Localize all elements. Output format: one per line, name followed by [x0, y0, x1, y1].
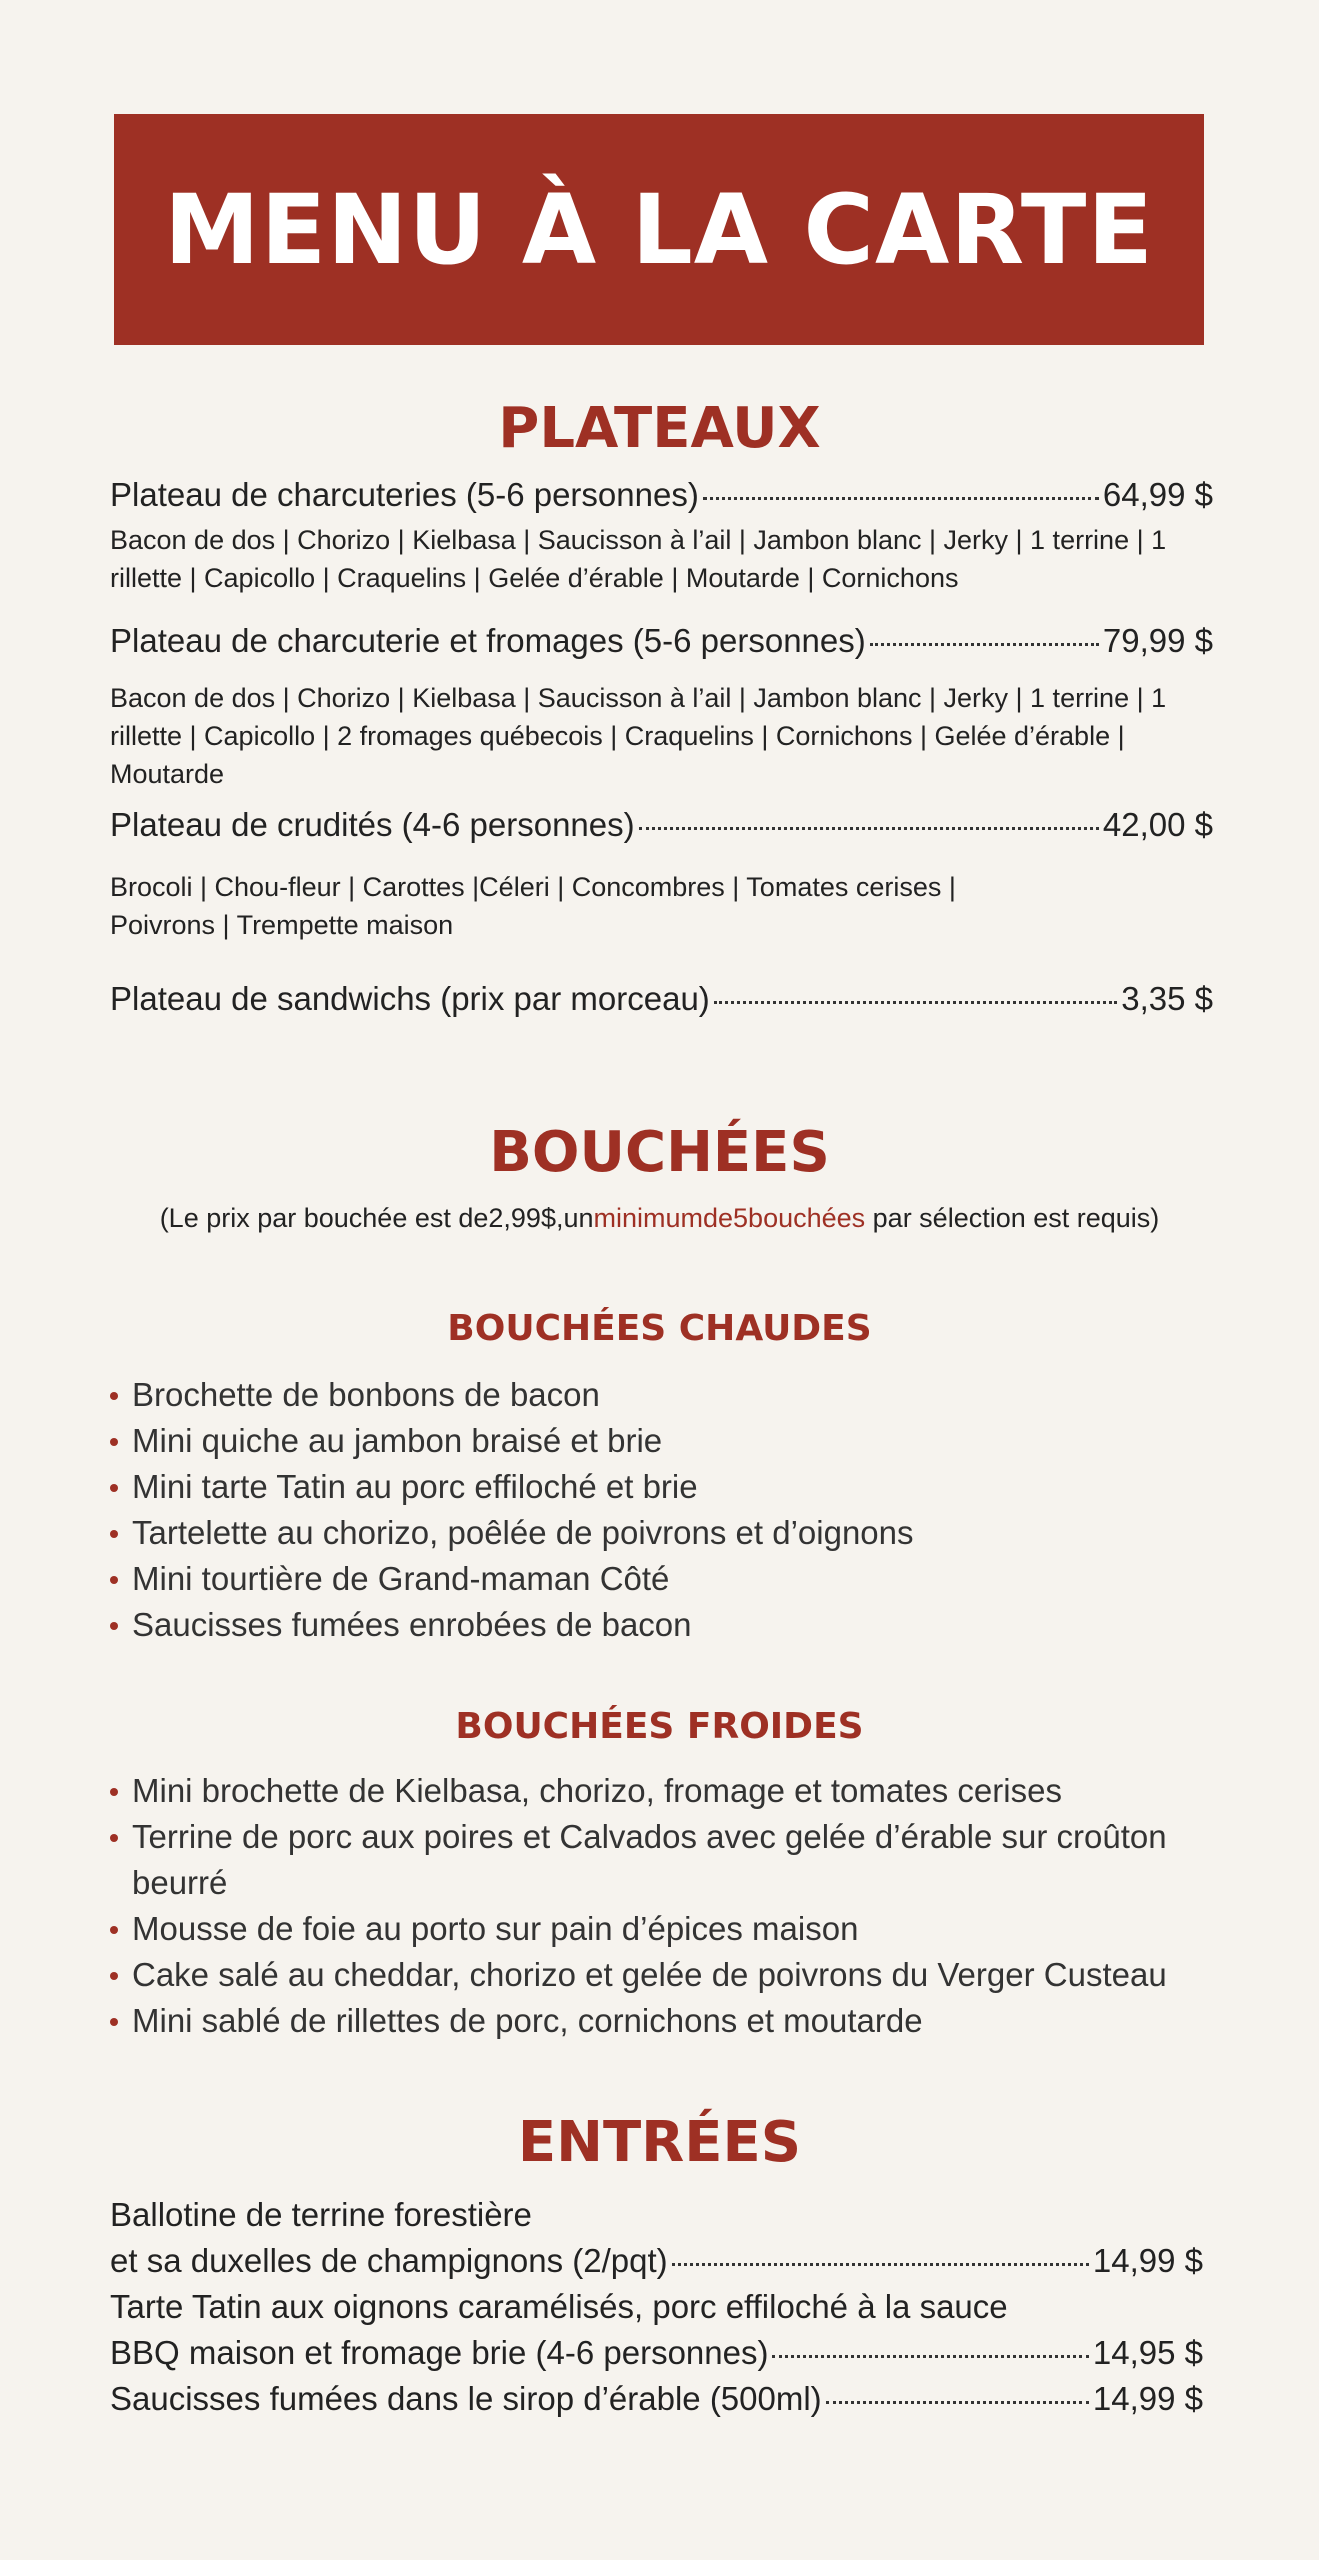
entree-line: Ballotine de terrine forestière: [110, 2196, 532, 2233]
subsection-title-froides: BOUCHÉES FROIDES: [455, 1706, 864, 1747]
bullet-icon: [110, 1622, 118, 1630]
item-price: 14,99 $: [1092, 2242, 1203, 2279]
item-price: 64,99 $: [1102, 476, 1213, 513]
dot-leader: [639, 826, 1099, 830]
dot-leader: [714, 1000, 1117, 1004]
list-item: Tartelette au chorizo, poêlée de poivrons et d’oignons: [108, 1510, 914, 1556]
dot-leader: [826, 2400, 1089, 2404]
item-price: 79,99 $: [1102, 622, 1213, 659]
item-price: 14,99 $: [1092, 2380, 1203, 2417]
list-item: Terrine de porc aux poires et Calvados avec gelée d’érable sur croûton beurré: [108, 1814, 1202, 1906]
section-title-plateaux: PLATEAUX: [498, 396, 821, 461]
bullet-icon: [110, 1926, 118, 1934]
menu-item-row: [110, 2334, 1203, 2372]
list-item: Mini tarte Tatin au porc effiloché et brie: [108, 1464, 914, 1510]
dot-leader: [870, 642, 1099, 646]
menu-title: MENU À LA CARTE: [164, 173, 1154, 286]
item-description: Bacon de dos | Chorizo | Kielbasa | Saucisson à l’ail | Jambon blanc | Jerky | 1 terrine | 1 rillette | Capicollo | 2 fromages québecois | Craquelins | Cornichons | Gelée d’érable | Moutarde: [110, 683, 1167, 789]
item-description: Brocoli | Chou-fleur | Carottes |Céleri | Concombres | Tomates cerises | Poivrons | Trempette maison: [110, 872, 956, 940]
list-item: Brochette de bonbons de bacon: [108, 1372, 914, 1418]
item-price: 14,95 $: [1092, 2334, 1203, 2371]
menu-banner: [114, 114, 1204, 345]
item-name: Plateau de charcuterie et fromages (5-6 personnes): [110, 622, 866, 659]
list-item: Cake salé au cheddar, chorizo et gelée de poivrons du Verger Custeau: [108, 1952, 1218, 1998]
item-name: Plateau de crudités (4-6 personnes): [110, 806, 635, 843]
bullet-icon: [110, 2018, 118, 2026]
list-item: Mini quiche au jambon braisé et brie: [108, 1418, 914, 1464]
item-price: 42,00 $: [1102, 806, 1213, 843]
list-item: Mini tourtière de Grand-maman Côté: [108, 1556, 914, 1602]
bouchees-chaudes-list: [108, 1372, 914, 1648]
list-item: Mousse de foie au porto sur pain d’épices maison: [108, 1906, 1218, 1952]
menu-item-row: [110, 806, 1213, 844]
bullet-icon: [110, 1438, 118, 1446]
section-title-entrees: ENTRÉES: [517, 2110, 802, 2175]
dot-leader: [703, 496, 1099, 500]
note-text: (Le prix par bouchée est de2,99$,un: [159, 1203, 594, 1233]
bouchees-price-note: [0, 1203, 1319, 1234]
bullet-icon: [110, 1972, 118, 1980]
bullet-icon: [110, 1530, 118, 1538]
menu-item-row: [110, 2242, 1203, 2280]
menu-item-row: [110, 980, 1213, 1018]
item-price: 3,35 $: [1121, 980, 1213, 1017]
bouchees-froides-list: [108, 1768, 1218, 2044]
bullet-icon: [110, 1576, 118, 1584]
dot-leader: [672, 2262, 1089, 2266]
dot-leader: [772, 2354, 1088, 2358]
menu-item-row: [110, 476, 1213, 514]
item-name: Saucisses fumées dans le sirop d’érable (500ml): [110, 2380, 822, 2417]
note-highlight: minimumde5bouchées: [593, 1203, 866, 1233]
entree-line: Tarte Tatin aux oignons caramélisés, porc effiloché à la sauce: [110, 2288, 1008, 2325]
item-name: et sa duxelles de champignons (2/pqt): [110, 2242, 668, 2279]
menu-item-row: [110, 622, 1213, 660]
item-name: Plateau de sandwichs (prix par morceau): [110, 980, 710, 1017]
item-description: Bacon de dos | Chorizo | Kielbasa | Saucisson à l’ail | Jambon blanc | Jerky | 1 terrine | 1 rillette | Capicollo | Craquelins | Gelée d’érable | Moutarde | Cornichons: [110, 525, 1167, 593]
note-text: par sélection est requis): [865, 1203, 1160, 1233]
item-name: Plateau de charcuteries (5-6 personnes): [110, 476, 699, 513]
list-item: Saucisses fumées enrobées de bacon: [108, 1602, 914, 1648]
section-title-bouchees: BOUCHÉES: [489, 1120, 830, 1185]
menu-item-row: [110, 2380, 1203, 2418]
bullet-icon: [110, 1788, 118, 1796]
bullet-icon: [110, 1392, 118, 1400]
subsection-title-chaudes: BOUCHÉES CHAUDES: [447, 1308, 872, 1349]
item-name: BBQ maison et fromage brie (4-6 personnes): [110, 2334, 769, 2371]
bullet-icon: [110, 1834, 118, 1842]
list-item: Mini brochette de Kielbasa, chorizo, fromage et tomates cerises: [108, 1768, 1218, 1814]
bullet-icon: [110, 1484, 118, 1492]
list-item: Mini sablé de rillettes de porc, cornichons et moutarde: [108, 1998, 1218, 2044]
